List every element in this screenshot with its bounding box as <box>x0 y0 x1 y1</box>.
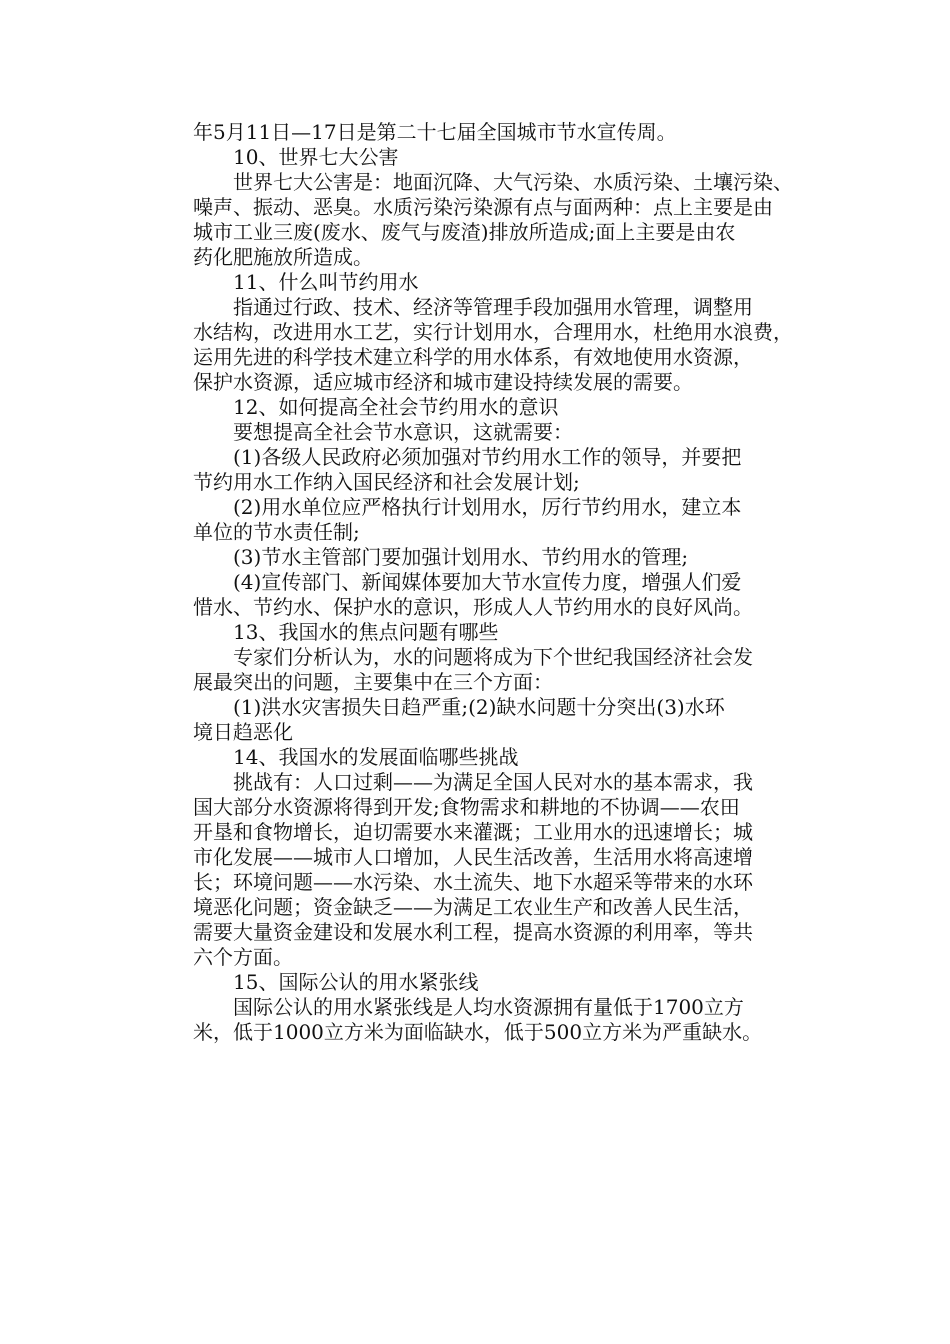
text-line: 年5月11日—17日是第二十七届全国城市节水宣传周。 <box>193 120 677 144</box>
text-line: 专家们分析认为，水的问题将成为下个世纪我国经济社会发 <box>233 645 753 669</box>
text-line: 境恶化问题；资金缺乏——为满足工农业生产和改善人民生活， <box>193 895 753 919</box>
text-line: (1)洪水灾害损失日趋严重;(2)缺水问题十分突出(3)水环 <box>233 695 725 719</box>
text-line: 六个方面。 <box>193 945 293 969</box>
text-line: 需要大量资金建设和发展水利工程，提高水资源的利用率，等共 <box>193 920 753 944</box>
text-line: (1)各级人民政府必须加强对节约用水工作的领导，并要把 <box>233 445 742 469</box>
text-line: 11、什么叫节约用水 <box>233 270 419 294</box>
text-line: (2)用水单位应严格执行计划用水，厉行节约用水，建立本 <box>233 495 742 519</box>
text-line: 展最突出的问题，主要集中在三个方面： <box>193 670 553 694</box>
text-line: 15、国际公认的用水紧张线 <box>233 970 479 994</box>
text-line: 城市工业三废(废水、废气与废渣)排放所造成;面上主要是由农 <box>193 220 736 244</box>
text-line: 节约用水工作纳入国民经济和社会发展计划; <box>193 470 580 494</box>
text-line: 挑战有：人口过剩——为满足全国人民对水的基本需求，我 <box>233 770 753 794</box>
text-line: 国际公认的用水紧张线是人均水资源拥有量低于1700立方 <box>233 995 744 1019</box>
text-line: 惜水、节约水、保护水的意识，形成人人节约用水的良好风尚。 <box>193 595 753 619</box>
text-line: 开垦和食物增长，迫切需要水来灌溉；工业用水的迅速增长；城 <box>193 820 753 844</box>
text-line: 运用先进的科学技术建立科学的用水体系，有效地使用水资源， <box>193 345 753 369</box>
text-line: 国大部分水资源将得到开发;食物需求和耕地的不协调——农田 <box>193 795 740 819</box>
text-line: 水结构，改进用水工艺，实行计划用水，合理用水，杜绝用水浪费， <box>193 320 793 344</box>
text-line: 14、我国水的发展面临哪些挑战 <box>233 745 519 769</box>
text-line: 药化肥施放所造成。 <box>193 245 373 269</box>
text-line: 噪声、振动、恶臭。水质污染污染源有点与面两种：点上主要是由 <box>193 195 773 219</box>
text-line: 保护水资源，适应城市经济和城市建设持续发展的需要。 <box>193 370 693 394</box>
text-line: 境日趋恶化 <box>193 720 293 744</box>
text-line: 13、我国水的焦点问题有哪些 <box>233 620 499 644</box>
document-page <box>193 120 818 1045</box>
text-line: (3)节水主管部门要加强计划用水、节约用水的管理; <box>233 545 689 569</box>
text-line: 单位的节水责任制; <box>193 520 360 544</box>
text-line: 指通过行政、技术、经济等管理手段加强用水管理，调整用 <box>233 295 753 319</box>
text-line: (4)宣传部门、新闻媒体要加大节水宣传力度，增强人们爱 <box>233 570 742 594</box>
text-line: 长；环境问题——水污染、水土流失、地下水超采等带来的水环 <box>193 870 753 894</box>
text-line: 10、世界七大公害 <box>233 145 399 169</box>
text-line: 要想提高全社会节水意识，这就需要： <box>233 420 573 444</box>
text-line: 市化发展——城市人口增加，人民生活改善，生活用水将高速增 <box>193 845 753 869</box>
text-line: 米，低于1000立方米为面临缺水，低于500立方米为严重缺水。 <box>193 1020 763 1044</box>
text-line: 12、如何提高全社会节约用水的意识 <box>233 395 559 419</box>
text-line: 世界七大公害是：地面沉降、大气污染、水质污染、土壤污染、 <box>233 170 793 194</box>
